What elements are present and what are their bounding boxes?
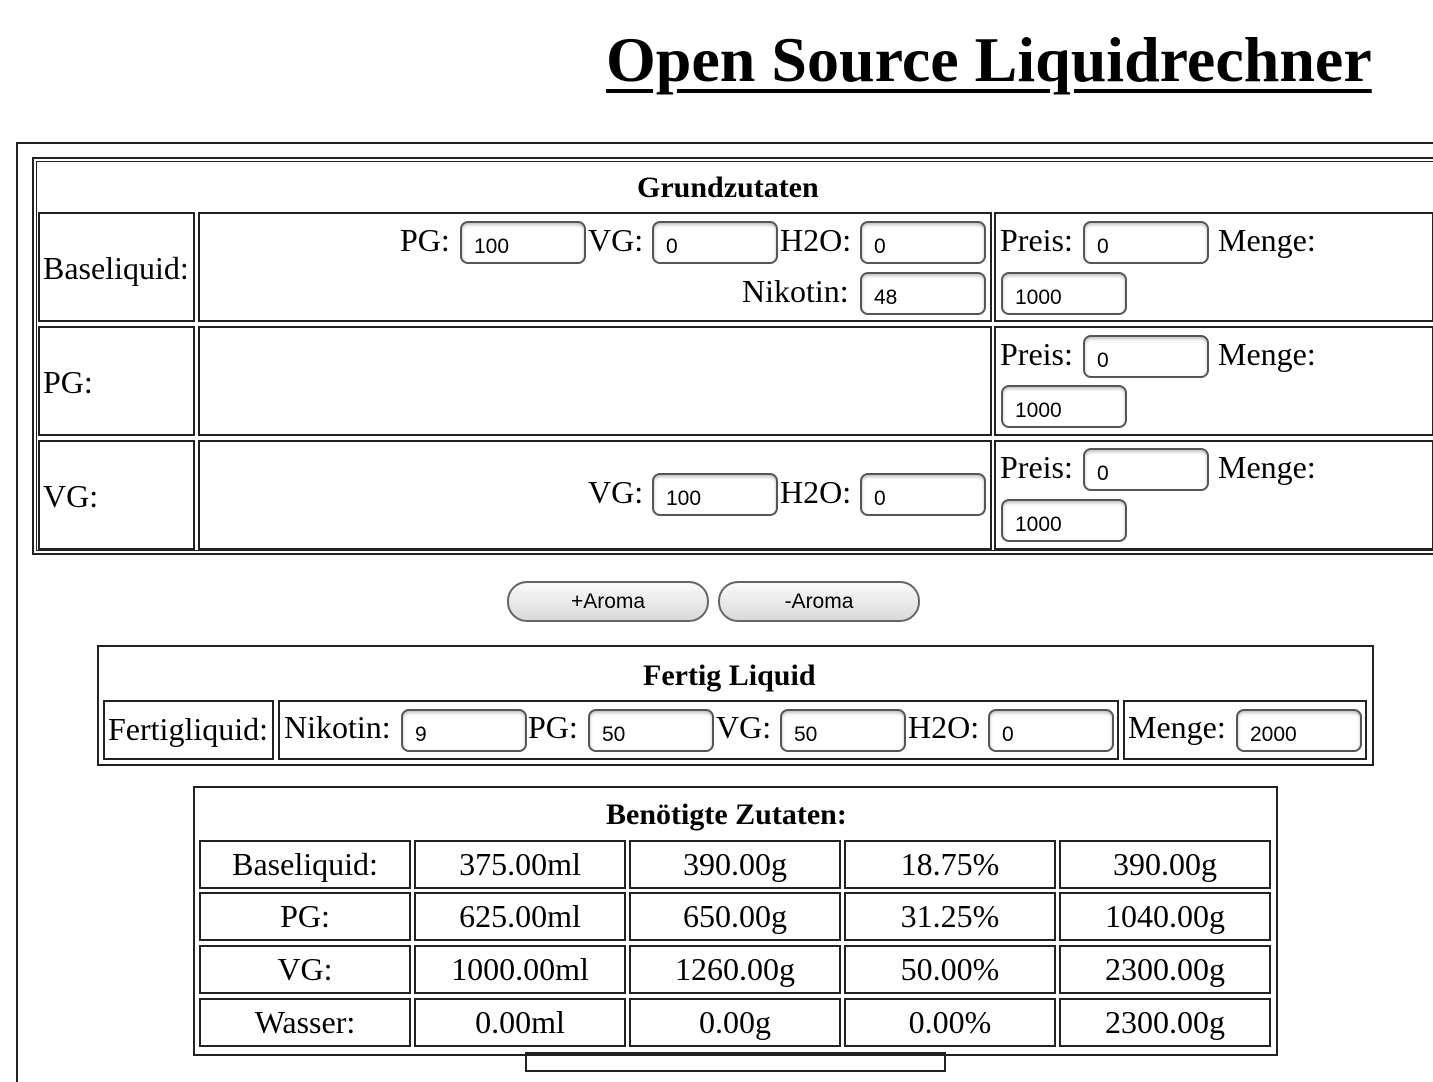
results-cell-weight: 1260.00g xyxy=(629,945,841,994)
results-cell-item: PG: xyxy=(199,892,411,941)
results-cell-percent: 0.00% xyxy=(844,998,1056,1047)
base-preis-input[interactable] xyxy=(1083,221,1209,264)
base-h2o-input[interactable] xyxy=(860,221,986,264)
vg-preis-label: Preis: xyxy=(1000,449,1073,485)
fertig-nikotin-label: Nikotin: xyxy=(284,709,391,745)
grundzutaten-heading: Grundzutaten xyxy=(637,171,819,204)
vg-vg-input[interactable] xyxy=(652,473,778,516)
bottom-partial-box xyxy=(525,1052,946,1072)
fertig-h2o-label: H2O: xyxy=(908,709,980,745)
results-cell-cumulative: 2300.00g xyxy=(1059,945,1271,994)
results-cell-volume: 1000.00ml xyxy=(414,945,626,994)
fertig-nikotin-input[interactable] xyxy=(401,709,527,752)
fertig-menge-input[interactable] xyxy=(1236,709,1362,752)
results-cell-percent: 31.25% xyxy=(844,892,1056,941)
results-cell-weight: 650.00g xyxy=(629,892,841,941)
base-vg-label: VG: xyxy=(588,222,644,258)
fertig-pg-input[interactable] xyxy=(588,709,714,752)
pg-menge-input[interactable] xyxy=(1001,385,1127,428)
pg-values-cell xyxy=(198,326,992,436)
vg-h2o-label: H2O: xyxy=(780,474,852,510)
vg-menge-label: Menge: xyxy=(1218,449,1316,485)
results-cell-item: Wasser: xyxy=(199,998,411,1047)
results-cell-cumulative: 390.00g xyxy=(1059,840,1271,889)
base-nikotin-label: Nikotin: xyxy=(742,273,849,309)
pg-preis-input[interactable] xyxy=(1083,335,1209,378)
base-menge-label: Menge: xyxy=(1218,222,1316,258)
vg-preis-input[interactable] xyxy=(1083,448,1209,491)
remove-aroma-button[interactable]: -Aroma xyxy=(718,581,920,622)
results-cell-volume: 0.00ml xyxy=(414,998,626,1047)
base-menge-input[interactable] xyxy=(1001,272,1127,315)
base-h2o-label: H2O: xyxy=(780,222,852,258)
fertig-vg-label: VG: xyxy=(716,709,772,745)
base-vg-input[interactable] xyxy=(652,221,778,264)
pg-label: PG: xyxy=(43,364,93,400)
results-cell-percent: 18.75% xyxy=(844,840,1056,889)
fertig-h2o-input[interactable] xyxy=(988,709,1114,752)
base-preis-label: Preis: xyxy=(1000,222,1073,258)
page-title: Open Source Liquidrechner xyxy=(606,24,1372,95)
pg-preis-label: Preis: xyxy=(1000,336,1073,372)
base-pg-label: PG: xyxy=(400,222,450,258)
base-label: Baseliquid: xyxy=(43,250,189,286)
results-cell-item: VG: xyxy=(199,945,411,994)
vg-label: VG: xyxy=(43,478,99,514)
fertig-pg-label: PG: xyxy=(528,709,578,745)
results-cell-volume: 625.00ml xyxy=(414,892,626,941)
results-heading: Benötigte Zutaten: xyxy=(606,798,847,831)
fertig-menge-label: Menge: xyxy=(1128,709,1226,745)
vg-vg-label: VG: xyxy=(588,474,644,510)
results-cell-item: Baseliquid: xyxy=(199,840,411,889)
results-cell-volume: 375.00ml xyxy=(414,840,626,889)
results-cell-percent: 50.00% xyxy=(844,945,1056,994)
vg-menge-input[interactable] xyxy=(1001,499,1127,542)
fertig-liquid-heading: Fertig Liquid xyxy=(643,659,816,692)
add-aroma-button[interactable]: +Aroma xyxy=(507,581,709,622)
pg-menge-label: Menge: xyxy=(1218,336,1316,372)
fertig-vg-input[interactable] xyxy=(780,709,906,752)
results-cell-cumulative: 2300.00g xyxy=(1059,998,1271,1047)
base-nikotin-input[interactable] xyxy=(860,272,986,315)
results-cell-weight: 390.00g xyxy=(629,840,841,889)
results-cell-cumulative: 1040.00g xyxy=(1059,892,1271,941)
base-pg-input[interactable] xyxy=(460,221,586,264)
fertig-label: Fertigliquid: xyxy=(108,711,268,747)
vg-h2o-input[interactable] xyxy=(860,473,986,516)
results-cell-weight: 0.00g xyxy=(629,998,841,1047)
